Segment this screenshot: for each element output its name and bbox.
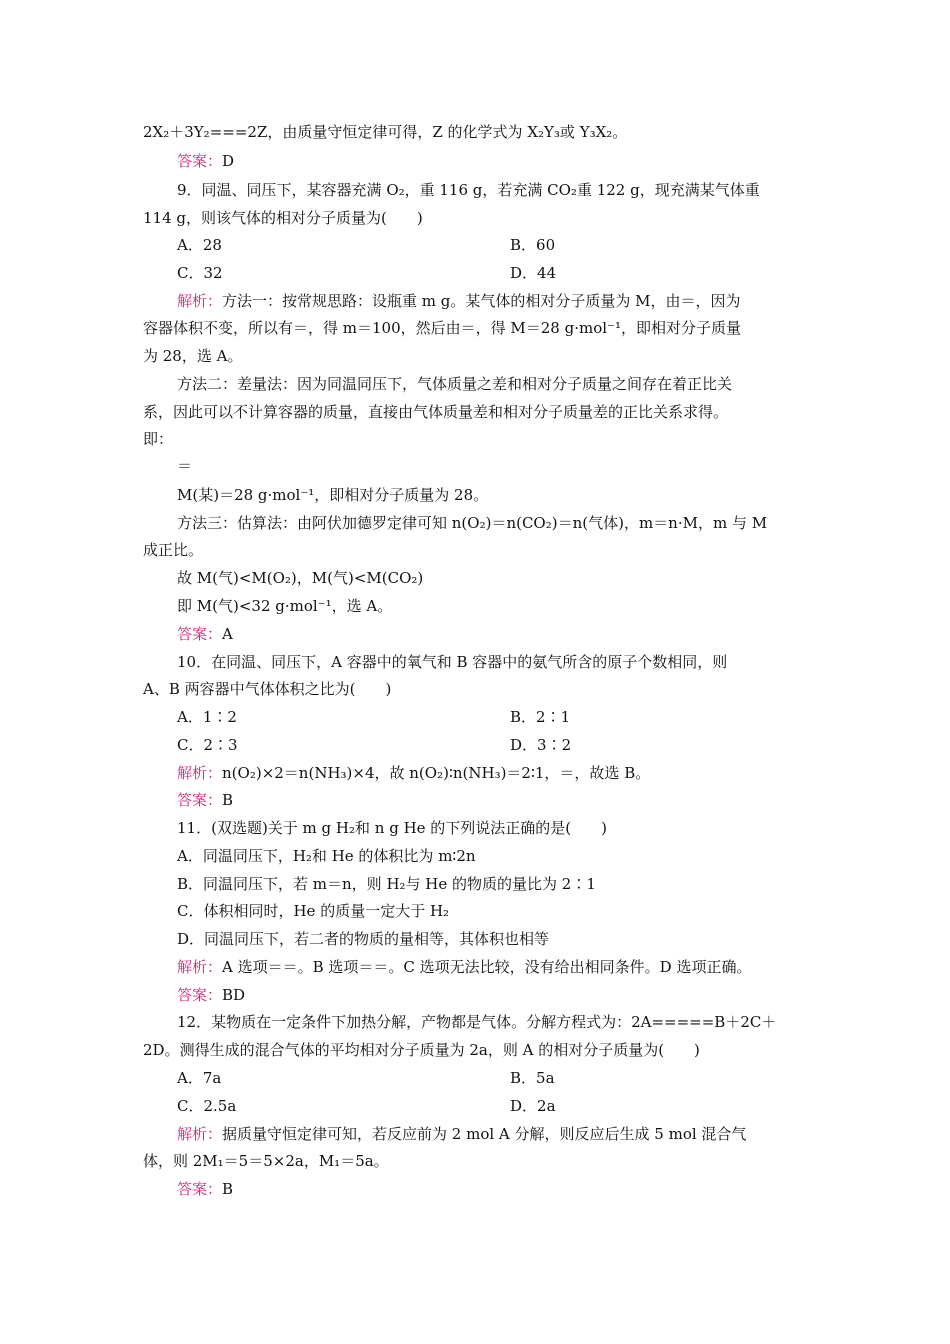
q9-analysis-line-12: 即 M(气)<32 g·mol⁻¹，选 A。 xyxy=(177,597,393,615)
q9-analysis-line-10: 成正比。 xyxy=(143,541,204,559)
q9-analysis-line-9: 方法三：估算法：由阿伏加德罗定律可知 n(O₂)＝n(CO₂)＝n(气体)，m＝n·M，m 与 M xyxy=(177,514,768,532)
answer-label: 答案： xyxy=(177,791,223,809)
q9-analysis-line-1 xyxy=(177,291,741,311)
analysis-label: 解析： xyxy=(177,958,223,976)
answer-value: B xyxy=(222,1180,234,1198)
q9-analysis-line-7: ＝ xyxy=(177,457,193,475)
q12-option-c: C．2.5a xyxy=(177,1097,237,1115)
q9-analysis-line-2: 容器体积不变，所以有＝，得 m＝100，然后由＝，得 M＝28 g·mol⁻¹，即相对分子质量 xyxy=(143,319,741,337)
q10-option-c: C．2∶3 xyxy=(177,736,238,754)
analysis-text: A 选项＝＝。B 选项＝＝。C 选项无法比较，没有给出相同条件。D 选项正确。 xyxy=(222,958,752,976)
q9-option-b: B．60 xyxy=(510,236,556,254)
analysis-label: 解析： xyxy=(177,1125,223,1143)
q9-option-c: C．32 xyxy=(177,264,223,282)
analysis-text: 方法一：按常规思路：设瓶重 m g。某气体的相对分子质量为 M，由＝，因为 xyxy=(222,292,741,310)
analysis-label: 解析： xyxy=(177,292,223,310)
analysis-text: n(O₂)×2＝n(NH₃)×4，故 n(O₂)∶n(NH₃)＝2∶1，＝，故选 B。 xyxy=(222,764,651,782)
q9-option-d: D．44 xyxy=(510,264,557,282)
q12-stem-line-2: 2D。测得生成的混合气体的平均相对分子质量为 2a，则 A 的相对分子质量为( ) xyxy=(143,1041,700,1059)
q9-analysis-line-8: M(某)＝28 g·mol⁻¹，即相对分子质量为 28。 xyxy=(177,486,489,504)
q12-analysis-line-2: 体，则 2M₁＝5＝5×2a，M₁＝5a。 xyxy=(143,1152,389,1170)
q12-option-d: D．2a xyxy=(510,1097,556,1115)
q9-analysis-line-6: 即： xyxy=(143,430,174,448)
intro-formula-line: 2X₂＋3Y₂===2Z，由质量守恒定律可得，Z 的化学式为 X₂Y₃或 Y₃X₂。 xyxy=(143,123,628,141)
q9-answer xyxy=(177,624,233,644)
q11-option-d: D．同温同压下，若二者的物质的量相等，其体积也相等 xyxy=(177,930,550,948)
answer-value: B xyxy=(222,791,234,809)
q9-stem-line-1: 9．同温、同压下，某容器充满 O₂，重 116 g，若充满 CO₂重 122 g，现充满某气体重 xyxy=(177,181,760,199)
answer-value: D xyxy=(222,152,235,170)
q9-analysis-line-5: 系，因此可以不计算容器的质量，直接由气体质量差和相对分子质量差的正比关系求得。 xyxy=(143,403,729,421)
q9-analysis-line-11: 故 M(气)<M(O₂)，M(气)<M(CO₂) xyxy=(177,569,424,587)
q12-option-a: A．7a xyxy=(177,1069,222,1087)
q12-answer xyxy=(177,1179,233,1199)
q10-answer xyxy=(177,790,233,810)
q12-stem-line-1: 12．某物质在一定条件下加热分解，产物都是气体。分解方程式为：2A=====B＋2C＋ xyxy=(177,1013,777,1031)
q10-option-b: B．2∶1 xyxy=(510,708,571,726)
q10-analysis xyxy=(177,763,650,783)
answer-value: BD xyxy=(222,986,246,1004)
q9-analysis-line-3: 为 28，选 A。 xyxy=(143,347,243,365)
analysis-text: 据质量守恒定律可知，若反应前为 2 mol A 分解，则反应后生成 5 mol 混合气 xyxy=(222,1125,747,1143)
q12-analysis-line-1 xyxy=(177,1124,746,1144)
q11-option-c: C．体积相同时，He 的质量一定大于 H₂ xyxy=(177,902,450,920)
answer-value: A xyxy=(222,625,233,643)
q10-stem-line-2: A、B 两容器中气体体积之比为( ) xyxy=(143,680,392,698)
q9-analysis-line-4: 方法二：差量法：因为同温同压下，气体质量之差和相对分子质量之间存在着正比关 xyxy=(177,375,733,393)
answer-label: 答案： xyxy=(177,625,223,643)
answer-label: 答案： xyxy=(177,1180,223,1198)
q9-option-a: A．28 xyxy=(177,236,222,254)
q12-option-b: B．5a xyxy=(510,1069,555,1087)
q9-stem-line-2: 114 g，则该气体的相对分子质量为( ) xyxy=(143,209,423,227)
q11-option-b: B．同温同压下，若 m＝n，则 H₂与 He 的物质的量比为 2∶1 xyxy=(177,875,596,893)
q11-option-a: A．同温同压下，H₂和 He 的体积比为 m∶2n xyxy=(177,847,476,865)
analysis-label: 解析： xyxy=(177,764,223,782)
q10-option-d: D．3∶2 xyxy=(510,736,572,754)
q10-option-a: A．1∶2 xyxy=(177,708,237,726)
q11-analysis xyxy=(177,957,751,977)
q11-answer xyxy=(177,985,245,1005)
q10-stem-line-1: 10．在同温、同压下，A 容器中的氧气和 B 容器中的氨气所含的原子个数相同，则 xyxy=(177,653,728,671)
answer-label: 答案： xyxy=(177,152,223,170)
answer-label: 答案： xyxy=(177,986,223,1004)
intro-answer xyxy=(177,151,234,171)
q11-stem-line-1: 11．(双选题)关于 m g H₂和 n g He 的下列说法正确的是( ) xyxy=(177,819,608,837)
